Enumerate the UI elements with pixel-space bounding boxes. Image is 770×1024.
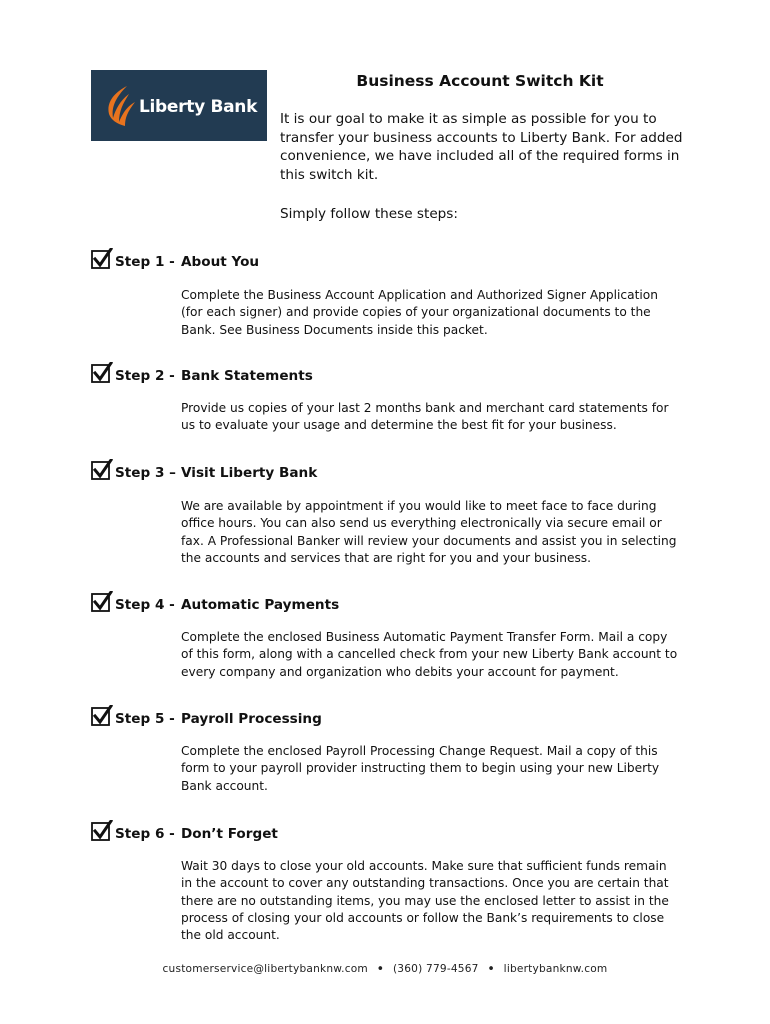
intro-follow-text: Simply follow these steps:: [280, 206, 458, 222]
checked-box-icon: [91, 820, 113, 842]
step-3-heading: [91, 459, 511, 485]
flame-swoosh-icon: [107, 84, 137, 128]
footer-separator: •: [376, 962, 385, 977]
checked-box-icon: [91, 591, 113, 613]
step-4-body: Complete the enclosed Business Automatic Payment Transfer Form. Mail a copy of this form, along with a cancelled check from your new Liberty Bank account to every company and organization who debits your account for payment.: [181, 630, 678, 679]
checked-box-icon: [91, 248, 113, 270]
step-5-body: Complete the enclosed Payroll Processing Change Request. Mail a copy of this form to your payroll provider instructing them to begin using your new Liberty Bank account.: [181, 744, 660, 793]
step-5-label: Step 5 -: [115, 711, 175, 727]
step-5-heading: [91, 705, 511, 731]
logo-wordmark: Liberty Bank: [139, 97, 258, 117]
step-6-heading: [91, 820, 511, 846]
step-3-title: Visit Liberty Bank: [181, 465, 318, 481]
step-4-label: Step 4 -: [115, 597, 175, 613]
step-2-body: Provide us copies of your last 2 months bank and merchant card statements for us to evaluate your usage and determine the best fit for your business.: [181, 401, 669, 433]
checked-box-icon: [91, 459, 113, 481]
step-2-label: Step 2 -: [115, 368, 175, 384]
step-6-body: Wait 30 days to close your old accounts. Make sure that sufficient funds remain in the account to cover any outstanding transactions. Once you are certain that there are no outstanding items, you may use the enclosed letter to assist in the process of closing your old accounts or follow the Bank’s requirements to close the old account.: [181, 859, 669, 943]
step-6-title: Don’t Forget: [181, 826, 278, 842]
step-1-body: Complete the Business Account Application and Authorized Signer Application (for each signer) and provide copies of your organizational documents to the Bank. See Business Documents inside this packet.: [181, 288, 658, 337]
step-1-heading: [91, 248, 511, 274]
liberty-bank-logo: [91, 70, 267, 141]
step-4-title: Automatic Payments: [181, 597, 340, 613]
footer-website[interactable]: libertybanknw.com: [503, 963, 608, 975]
step-1-title: About You: [181, 254, 260, 270]
step-3-label: Step 3 –: [115, 465, 176, 481]
footer-email[interactable]: customerservice@libertybanknw.com: [162, 963, 368, 975]
step-1-label: Step 1 -: [115, 254, 175, 270]
footer-phone[interactable]: (360) 779-4567: [392, 963, 479, 975]
step-6-label: Step 6 -: [115, 826, 175, 842]
checked-box-icon: [91, 705, 113, 727]
checked-box-icon: [91, 362, 113, 384]
step-5-title: Payroll Processing: [181, 711, 322, 727]
footer-separator: •: [487, 962, 496, 977]
document-title: Business Account Switch Kit: [356, 72, 604, 90]
step-2-heading: [91, 362, 511, 388]
step-3-body: We are available by appointment if you would like to meet face to face during office hours. You can also send us everything electronically via secure email or fax. A Professional Banker will review your documents and assist you in selecting the accounts and services that are right for you and your business.: [181, 499, 677, 565]
step-4-heading: [91, 591, 511, 617]
step-2-title: Bank Statements: [181, 368, 313, 384]
contact-footer: [0, 962, 770, 977]
intro-paragraph: It is our goal to make it as simple as possible for you to transfer your business accounts to Liberty Bank. For added convenience, we have included all of the required forms in this switch kit.: [280, 111, 683, 184]
